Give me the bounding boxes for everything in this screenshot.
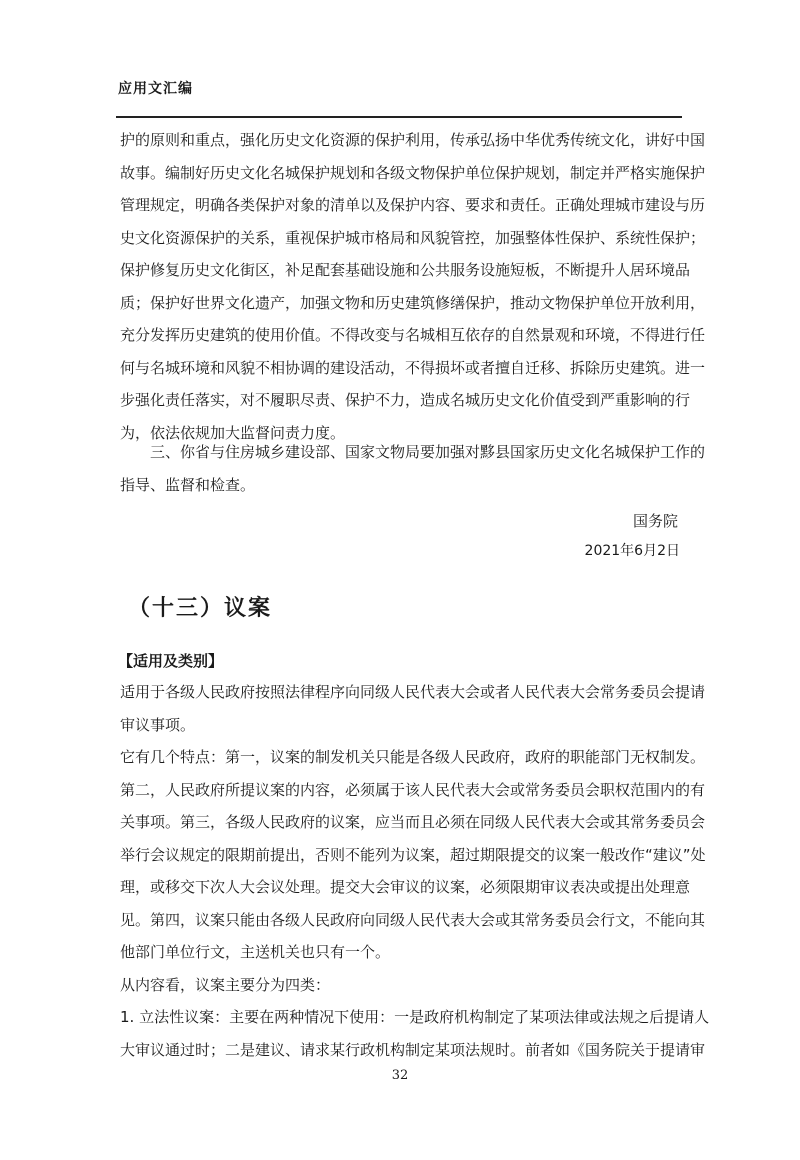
text-line: 护的原则和重点，强化历史文化资源的保护利用，传承弘扬中华优秀传统文化，讲好中国 <box>120 131 706 149</box>
header-divider <box>116 116 682 118</box>
signature: 国务院 <box>632 512 678 530</box>
text-line: 审议事项。 <box>120 715 196 734</box>
text-line: 管理规定，明确各类保护对象的清单以及保护内容、要求和责任。正确处理城市建设与历 <box>120 196 706 214</box>
text-line: 步强化责任落实，对不履职尽责、保护不力，造成名城历史文化价值受到严重影响的行 <box>120 391 691 409</box>
text-line: 1. 立法性议案：主要在两种情况下使用：一是政府机构制定了某项法律或法规之后提请人 <box>120 1008 710 1026</box>
running-header: 应用文汇编 <box>118 81 193 97</box>
text-line: 故事。编制好历史文化名城保护规划和各级文物保护单位保护规划，制定并严格实施保护 <box>120 163 706 182</box>
subheading-scope: 【适用及类别】 <box>118 652 224 670</box>
issue-date: 2021年6月2日 <box>584 543 680 559</box>
text-line: 充分发挥历史建筑的使用价值。不得改变与名城相互依存的自然景观和环境，不得进行任 <box>120 326 706 344</box>
text-line: 见。第四，议案只能由各级人民政府向同级人民代表大会或其常务委员会行文，不能向其 <box>120 910 706 929</box>
text-line: 三、你省与住房城乡建设部、国家文物局要加强对黟县国家历史文化名城保护工作的 <box>150 443 706 461</box>
text-line: 从内容看，议案主要分为四类： <box>120 975 331 994</box>
text-line: 理，或移交下次人大会议处理。提交大会审议的议案，必须限期审议表决或提出处理意 <box>120 878 691 896</box>
text-line: 质；保护好世界文化遗产，加强文物和历史建筑修缮保护，推动文物保护单位开放利用， <box>120 293 706 312</box>
text-line: 他部门单位行文，主送机关也只有一个。 <box>120 943 391 961</box>
text-line: 第二，人民政府所提议案的内容，必须属于该人民代表大会或常务委员会职权范围内的有 <box>120 780 706 799</box>
text-line: 举行会议规定的限期前提出，否则不能列为议案，超过期限提交的议案一般改作“建议”处 <box>120 845 706 864</box>
text-line: 保护修复历史文化街区，补足配套基础设施和公共服务设施短板，不断提升人居环境品 <box>120 261 691 279</box>
text-line: 适用于各级人民政府按照法律程序向同级人民代表大会或者人民代表大会常务委员会提请 <box>120 683 706 701</box>
text-line: 大审议通过时；二是建议、请求某行政机构制定某项法规时。前者如《国务院关于提请审 <box>120 1040 706 1059</box>
text-line: 史文化资源保护的关系，重视保护城市格局和风貌管控，加强整体性保护、系统性保护； <box>120 228 706 247</box>
paragraph-protection-principles <box>120 124 706 449</box>
page-number: 32 <box>391 1068 409 1083</box>
text-line: 指导、监督和检查。 <box>120 475 256 494</box>
section-title: （十三）议案 <box>128 596 273 621</box>
text-line: 何与名城环境和风貌不相协调的建设活动，不得损坏或者擅自迁移、拆除历史建筑。进一 <box>120 358 706 377</box>
section-body <box>120 676 710 1066</box>
text-line: 关事项。第三，各级人民政府的议案，应当而且必须在同级人民代表大会或其常务委员会 <box>120 813 706 831</box>
text-line: 为，依法依规加大监督问责力度。 <box>120 423 346 442</box>
text-line: 它有几个特点：第一，议案的制发机关只能是各级人民政府，政府的职能部门无权制发。 <box>120 748 706 766</box>
paragraph-item-three <box>120 436 706 501</box>
